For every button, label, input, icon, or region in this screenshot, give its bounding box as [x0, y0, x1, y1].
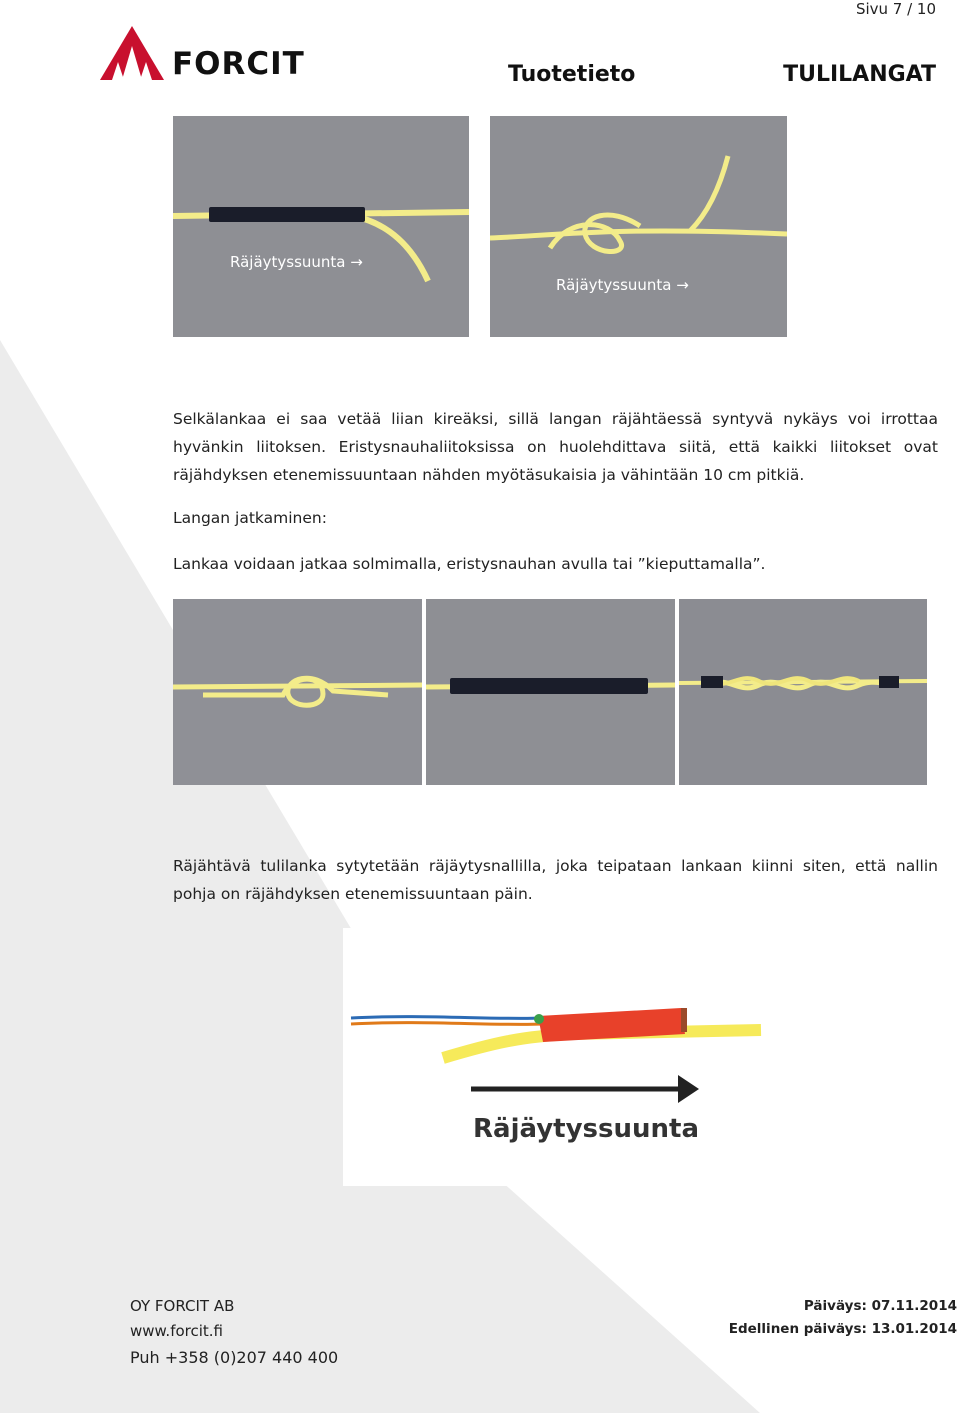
- photo-knot-splice: [490, 116, 787, 337]
- subheading-extension: Langan jatkaminen:: [173, 509, 327, 527]
- page-number: Sivu 7 / 10: [855, 0, 936, 18]
- logo-text: FORCIT: [172, 46, 305, 82]
- forcit-logo: [100, 24, 350, 82]
- footer-company: OY FORCIT AB: [130, 1297, 235, 1315]
- footer-date: Päiväys: 07.11.2014: [803, 1298, 957, 1314]
- forcit-logo-icon: [100, 24, 170, 82]
- photo-twist-join: [679, 599, 927, 785]
- photo-tape-join: [426, 599, 675, 785]
- detonator-figure: [343, 928, 803, 1186]
- paragraph-tension: Selkälankaa ei saa vetää liian kireäksi, sillä langan räjähtäessä syntyvä nykäys voi irrottaa hyvänkin liitoksen. Eristysnauhaliitoksissa on huolehdittava siitä, että kaikki liitokset ovat räjähdyksen etenemissuuntaan nähden myötäsukaisia ja vähintään 10 cm pitkiä.: [173, 410, 938, 484]
- photo-tape-splice: [173, 116, 469, 337]
- footer-phone: Puh +358 (0)207 440 400: [130, 1348, 339, 1367]
- photo-caption: Räjäytyssuunta →: [230, 253, 363, 271]
- photo-caption: Räjäytyssuunta →: [556, 276, 689, 294]
- paragraph-extension-methods: Lankaa voidaan jatkaa solmimalla, eristysnauhan avulla tai ”kieputtamalla”.: [173, 555, 766, 573]
- detonator-direction-label: Räjäytyssuunta: [473, 1114, 700, 1144]
- detonator-illustration: [343, 928, 803, 1186]
- footer-previous-date: Edellinen päiväys: 13.01.2014: [728, 1321, 957, 1337]
- footer-website[interactable]: www.forcit.fi: [130, 1322, 224, 1340]
- section-title: Tuotetieto: [508, 62, 636, 87]
- paragraph-detonator: Räjähtävä tulilanka sytytetään räjäytysnallilla, joka teipataan lankaan kiinni siten, että nallin pohja on räjähdyksen etenemissuuntaan päin.: [173, 857, 938, 903]
- photo-knot-join: [173, 599, 422, 785]
- product-title: TULILANGAT: [783, 62, 936, 87]
